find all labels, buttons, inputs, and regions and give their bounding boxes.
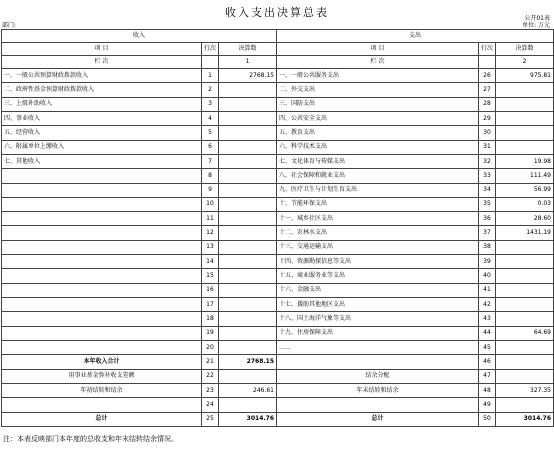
- income-col-number: 1: [219, 56, 277, 69]
- department-label: 部门:: [2, 22, 17, 29]
- income-amount-cell: [219, 326, 277, 340]
- income-amount-cell: [219, 111, 277, 125]
- expense-item-cell: 八、社会保障和就业支出: [277, 169, 479, 183]
- income-seq-cell: 24: [202, 398, 219, 412]
- income-item-cell: 六、附属单位上缴收入: [2, 140, 202, 154]
- expense-item-header: 项 目: [277, 43, 479, 56]
- table-row: [2, 255, 554, 269]
- expense-amount-cell: 64.69: [496, 326, 554, 340]
- expense-amount-header: 决算数: [496, 43, 554, 56]
- income-item-cell: 用事业基金弥补收支差额: [2, 369, 202, 383]
- expense-amount-cell: [496, 398, 554, 412]
- income-item-cell: 七、其他收入: [2, 154, 202, 168]
- table-row: [2, 298, 554, 312]
- expense-amount-cell: [496, 369, 554, 383]
- income-item-cell: [2, 197, 202, 211]
- expense-item-cell: 十五、商业服务业等支出: [277, 269, 479, 283]
- expense-seq-cell: 29: [479, 111, 496, 125]
- income-seq-cell: 11: [202, 212, 219, 226]
- expense-item-cell: 年末结转和结余: [277, 383, 479, 397]
- expense-item-cell: 结余分配: [277, 369, 479, 383]
- expense-amount-cell: 111.49: [496, 169, 554, 183]
- expense-amount-cell: [496, 340, 554, 354]
- income-amount-cell: [219, 126, 277, 140]
- expense-item-cell: 十二、农林水支出: [277, 226, 479, 240]
- expense-seq-cell: 32: [479, 154, 496, 168]
- income-item-cell: [2, 312, 202, 326]
- column-number-row: [2, 56, 554, 69]
- income-amount-cell: 2768.15: [219, 355, 277, 369]
- expense-seq-header: 行次: [479, 43, 496, 56]
- table-row: [2, 283, 554, 297]
- income-seq-blank: [202, 56, 219, 69]
- expense-seq-cell: 40: [479, 269, 496, 283]
- income-col-label: 栏 次: [2, 56, 202, 69]
- expense-item-cell: 六、科学技术支出: [277, 140, 479, 154]
- table-row: [2, 183, 554, 197]
- income-amount-cell: [219, 255, 277, 269]
- income-seq-cell: 1: [202, 69, 219, 83]
- income-amount-cell: 2768.15: [219, 69, 277, 83]
- income-item-cell: 二、政府性基金预算财政拨款收入: [2, 83, 202, 97]
- income-seq-cell: 4: [202, 111, 219, 125]
- expense-seq-cell: 31: [479, 140, 496, 154]
- section-header-row: [2, 30, 554, 43]
- income-seq-cell: 9: [202, 183, 219, 197]
- income-amount-cell: [219, 340, 277, 354]
- income-amount-cell: 3014.76: [219, 412, 277, 427]
- income-item-cell: [2, 269, 202, 283]
- table-row: [2, 197, 554, 211]
- income-amount-cell: [219, 140, 277, 154]
- table-row: [2, 212, 554, 226]
- table-row: [2, 154, 554, 168]
- expense-amount-cell: [496, 240, 554, 254]
- expense-item-cell: 十、节能环保支出: [277, 197, 479, 211]
- expense-amount-cell: [496, 83, 554, 97]
- table-row: [2, 326, 554, 340]
- income-seq-cell: 22: [202, 369, 219, 383]
- income-seq-cell: 5: [202, 126, 219, 140]
- expense-amount-cell: [496, 269, 554, 283]
- expense-amount-cell: [496, 126, 554, 140]
- expense-item-cell: 十八、国土海洋气象等支出: [277, 312, 479, 326]
- income-amount-cell: [219, 226, 277, 240]
- income-item-cell: [2, 298, 202, 312]
- expense-seq-cell: 35: [479, 197, 496, 211]
- income-seq-cell: 10: [202, 197, 219, 211]
- expense-seq-cell: 30: [479, 126, 496, 140]
- expense-seq-cell: 49: [479, 398, 496, 412]
- expense-amount-cell: [496, 111, 554, 125]
- footnote: 注：本表反映部门本年度的总收支和年末结转结余情况。: [3, 435, 178, 443]
- income-seq-cell: 13: [202, 240, 219, 254]
- form-code: 公开01表: [524, 15, 550, 22]
- income-item-cell: [2, 212, 202, 226]
- expense-amount-cell: [496, 355, 554, 369]
- table-row: [2, 140, 554, 154]
- expense-item-cell: 十九、住房保障支出: [277, 326, 479, 340]
- income-amount-cell: [219, 283, 277, 297]
- column-header-row: [2, 43, 554, 56]
- income-item-cell: 年初结转和结余: [2, 383, 202, 397]
- income-seq-cell: 15: [202, 269, 219, 283]
- income-item-header: 项 目: [2, 43, 202, 56]
- expense-seq-cell: 37: [479, 226, 496, 240]
- income-amount-cell: [219, 212, 277, 226]
- income-amount-cell: [219, 154, 277, 168]
- summary-row: [2, 383, 554, 397]
- expense-amount-cell: [496, 140, 554, 154]
- income-seq-cell: 14: [202, 255, 219, 269]
- income-section-header: 收入: [2, 30, 277, 43]
- income-item-cell: 一、一般公共预算财政拨款收入: [2, 69, 202, 83]
- income-amount-cell: [219, 312, 277, 326]
- expense-item-cell: 四、公共安全支出: [277, 111, 479, 125]
- income-seq-cell: 25: [202, 412, 219, 427]
- expense-item-cell: 九、医疗卫生与计划生育支出: [277, 183, 479, 197]
- table-row: [2, 226, 554, 240]
- income-seq-cell: 16: [202, 283, 219, 297]
- income-amount-cell: [219, 169, 277, 183]
- table-row: [2, 240, 554, 254]
- table-row: [2, 111, 554, 125]
- income-amount-cell: [219, 398, 277, 412]
- expense-amount-cell: [496, 97, 554, 111]
- table-row: [2, 69, 554, 83]
- income-item-cell: [2, 169, 202, 183]
- income-seq-cell: 19: [202, 326, 219, 340]
- expense-amount-cell: [496, 283, 554, 297]
- summary-row: [2, 412, 554, 427]
- income-seq-cell: 2: [202, 83, 219, 97]
- expense-amount-cell: 0.03: [496, 197, 554, 211]
- expense-seq-cell: 44: [479, 326, 496, 340]
- income-amount-cell: [219, 97, 277, 111]
- expense-seq-cell: 39: [479, 255, 496, 269]
- expense-item-cell: 一、一般公共服务支出: [277, 69, 479, 83]
- income-amount-cell: [219, 183, 277, 197]
- expense-amount-cell: 3014.76: [496, 412, 554, 427]
- expense-amount-cell: [496, 298, 554, 312]
- expense-seq-cell: 36: [479, 212, 496, 226]
- expense-amount-cell: 975.81: [496, 69, 554, 83]
- income-amount-cell: [219, 240, 277, 254]
- income-seq-cell: 20: [202, 340, 219, 354]
- expense-seq-cell: 41: [479, 283, 496, 297]
- income-seq-cell: 8: [202, 169, 219, 183]
- expense-seq-cell: 28: [479, 97, 496, 111]
- income-item-cell: [2, 183, 202, 197]
- income-item-cell: [2, 255, 202, 269]
- budget-table: [1, 29, 554, 427]
- expense-seq-cell: 42: [479, 298, 496, 312]
- expense-amount-cell: [496, 255, 554, 269]
- income-amount-cell: [219, 83, 277, 97]
- expense-item-cell: 总计: [277, 412, 479, 427]
- expense-seq-cell: 33: [479, 169, 496, 183]
- expense-item-cell: 十六、金融支出: [277, 283, 479, 297]
- expense-seq-cell: 47: [479, 369, 496, 383]
- expense-item-cell: 七、文化体育与传媒支出: [277, 154, 479, 168]
- income-seq-header: 行次: [202, 43, 219, 56]
- expense-col-label: 栏 次: [277, 56, 479, 69]
- expense-item-cell: [277, 355, 479, 369]
- table-row: [2, 312, 554, 326]
- income-item-cell: [2, 226, 202, 240]
- income-amount-header: 决算数: [219, 43, 277, 56]
- income-seq-cell: 3: [202, 97, 219, 111]
- income-item-cell: 总计: [2, 412, 202, 427]
- expense-item-cell: [277, 398, 479, 412]
- unit-label: 单位: 万元: [522, 22, 550, 29]
- income-seq-cell: 17: [202, 298, 219, 312]
- expense-amount-cell: 1431.19: [496, 226, 554, 240]
- expense-seq-cell: 45: [479, 340, 496, 354]
- expense-seq-cell: 43: [479, 312, 496, 326]
- income-seq-cell: 23: [202, 383, 219, 397]
- income-amount-cell: 246.61: [219, 383, 277, 397]
- expense-section-header: 支出: [277, 30, 554, 43]
- expense-item-cell: ……: [277, 340, 479, 354]
- income-item-cell: [2, 240, 202, 254]
- income-seq-cell: 6: [202, 140, 219, 154]
- expense-amount-cell: 327.35: [496, 383, 554, 397]
- table-row: [2, 97, 554, 111]
- table-row: [2, 83, 554, 97]
- expense-seq-cell: 26: [479, 69, 496, 83]
- expense-col-number: 2: [496, 56, 554, 69]
- income-item-cell: [2, 283, 202, 297]
- income-item-cell: 三、上级补助收入: [2, 97, 202, 111]
- expense-amount-cell: [496, 312, 554, 326]
- income-seq-cell: 12: [202, 226, 219, 240]
- expense-seq-cell: 27: [479, 83, 496, 97]
- income-item-cell: [2, 340, 202, 354]
- table-row: [2, 126, 554, 140]
- income-amount-cell: [219, 298, 277, 312]
- table-row: [2, 340, 554, 354]
- expense-seq-cell: 34: [479, 183, 496, 197]
- summary-row: [2, 398, 554, 412]
- expense-item-cell: 五、教育支出: [277, 126, 479, 140]
- expense-seq-cell: 48: [479, 383, 496, 397]
- income-amount-cell: [219, 369, 277, 383]
- expense-item-cell: 十三、交通运输支出: [277, 240, 479, 254]
- expense-item-cell: 十四、资源勘探信息等支出: [277, 255, 479, 269]
- expense-seq-cell: 50: [479, 412, 496, 427]
- income-seq-cell: 21: [202, 355, 219, 369]
- expense-amount-cell: 19.98: [496, 154, 554, 168]
- expense-seq-cell: 46: [479, 355, 496, 369]
- income-item-cell: 四、事业收入: [2, 111, 202, 125]
- income-seq-cell: 7: [202, 154, 219, 168]
- table-row: [2, 269, 554, 283]
- expense-amount-cell: 56.99: [496, 183, 554, 197]
- summary-row: [2, 369, 554, 383]
- income-amount-cell: [219, 197, 277, 211]
- expense-item-cell: 十一、城乡社区支出: [277, 212, 479, 226]
- table-row: [2, 169, 554, 183]
- income-item-cell: 本年收入合计: [2, 355, 202, 369]
- expense-item-cell: 十七、援助其他地区支出: [277, 298, 479, 312]
- expense-amount-cell: 28.60: [496, 212, 554, 226]
- income-amount-cell: [219, 269, 277, 283]
- income-item-cell: [2, 326, 202, 340]
- summary-row: [2, 355, 554, 369]
- income-item-cell: [2, 398, 202, 412]
- expense-seq-cell: 38: [479, 240, 496, 254]
- expense-item-cell: 二、外交支出: [277, 83, 479, 97]
- expense-item-cell: 三、国防支出: [277, 97, 479, 111]
- income-seq-cell: 18: [202, 312, 219, 326]
- expense-seq-blank: [479, 56, 496, 69]
- report-title: 收入支出决算总表: [225, 6, 329, 19]
- income-item-cell: 五、经营收入: [2, 126, 202, 140]
